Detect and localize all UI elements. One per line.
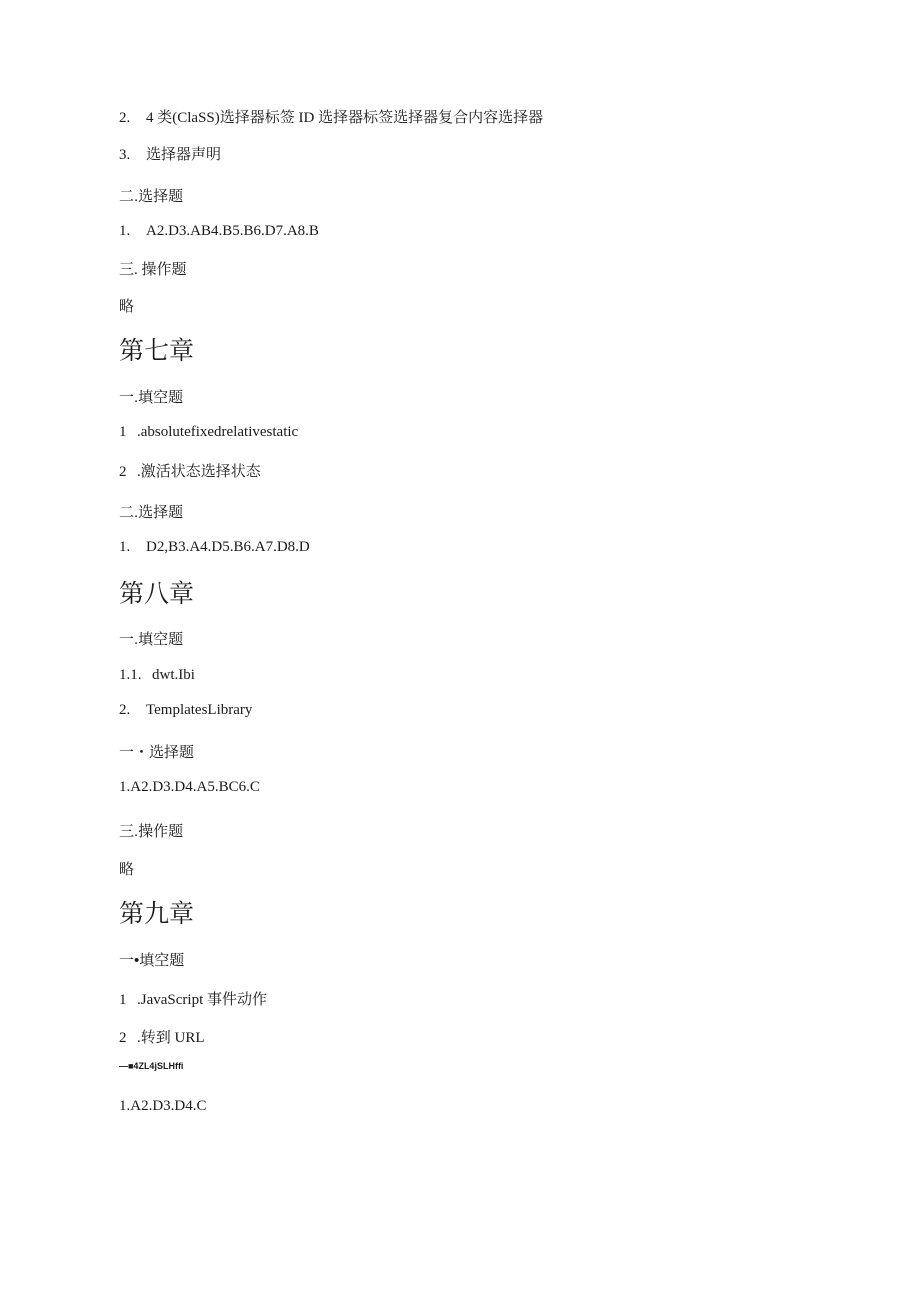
answer-line-goto-url: [119, 1026, 205, 1047]
list-text: 选择器声明: [146, 147, 222, 163]
answer-line-choice: 1.A2.D3.D4.C: [119, 1098, 207, 1114]
list-text: .JavaScript 事件动作: [137, 992, 267, 1008]
list-number: 3.: [119, 147, 131, 163]
list-number: 2: [119, 1030, 127, 1046]
section-heading-practice: 三.操作题: [119, 823, 184, 840]
list-number: 2.: [119, 702, 131, 718]
answer-line-class-selectors: [119, 106, 543, 127]
section-heading-choice: 一・选择题: [119, 744, 195, 761]
answer-line-positioning: [119, 424, 298, 441]
omitted-note: 略: [119, 862, 135, 878]
section-heading-fill: 一.填空题: [119, 389, 184, 406]
answer-line-choice: 1.A2.D3.D4.A5.BC6.C: [119, 779, 260, 795]
section-heading-choice: 二.选择题: [119, 188, 184, 205]
list-number: 1: [119, 424, 127, 440]
garbled-heading: —■4ZL4jSLHffi: [119, 1061, 184, 1071]
chapter-title-7: 第七章: [119, 336, 195, 365]
answer-line-javascript: [119, 988, 267, 1009]
answer-line-choice: [119, 223, 319, 240]
list-number: 1: [119, 992, 127, 1008]
list-number: 1.1.: [119, 667, 142, 683]
list-text: A2.D3.AB4.B5.B6.D7.A8.B: [146, 223, 319, 239]
list-number: 2: [119, 464, 127, 480]
answer-line-choice: [119, 539, 310, 556]
list-number: 1.: [119, 223, 131, 239]
list-text: .absolutefixedrelativestatic: [137, 424, 299, 440]
list-text: TemplatesLibrary: [146, 702, 253, 718]
answer-line-folders: [119, 702, 252, 719]
list-text: 4 类(ClaSS)选择器标签 ID 选择器标签选择器复合内容选择器: [146, 110, 544, 126]
answer-line-selector-declaration: [119, 143, 221, 164]
chapter-title-8: 第八章: [119, 579, 195, 608]
list-text: D2,B3.A4.D5.B6.A7.D8.D: [146, 539, 310, 555]
list-text: dwt.Ibi: [152, 667, 195, 683]
section-heading-fill: 一•填空题: [119, 952, 185, 969]
list-number: 1.: [119, 539, 131, 555]
list-text: .转到 URL: [137, 1030, 205, 1046]
list-number: 2.: [119, 110, 131, 126]
section-heading-practice: 三. 操作题: [119, 262, 187, 278]
omitted-note: 略: [119, 299, 135, 315]
chapter-title-9: 第九章: [119, 899, 195, 928]
section-heading-choice: 二.选择题: [119, 504, 184, 521]
answer-line-states: [119, 460, 261, 481]
answer-line-extensions: [119, 667, 195, 684]
list-text: .激活状态选择状态: [137, 464, 261, 480]
section-heading-fill: 一.填空题: [119, 631, 184, 648]
